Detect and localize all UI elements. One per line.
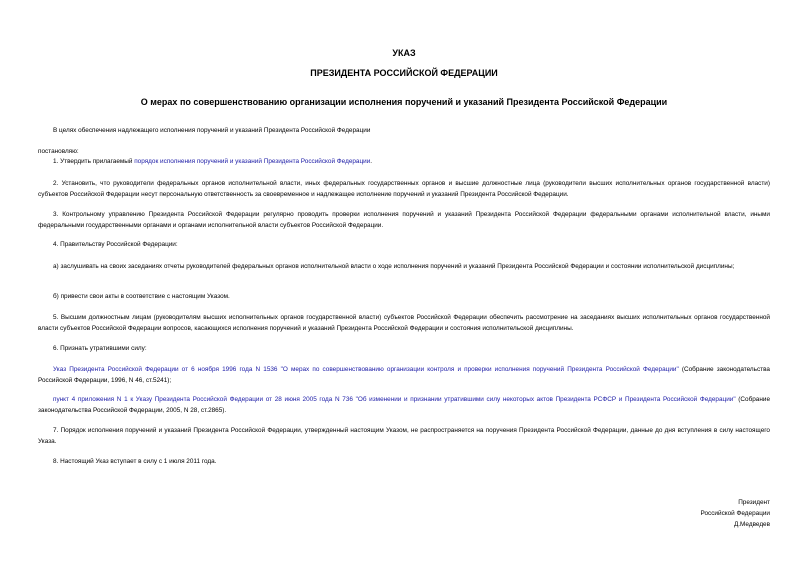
paragraph-3: 3. Контрольному управлению Президента Российской Федерации регулярно проводить проверки исполнения поручений и указаний Президента Российской Федерации федеральными органами исполнительной власти, иными федеральными государственными органами и органами исполнительной власти субъектов Российской Федерации. [38,211,770,229]
paragraph-6a [38,365,770,386]
decree-word: постановляю: [38,148,79,155]
decree-1536-link[interactable]: Указ Президента Российской Федерации от 6 ноября 1996 года N 1536 "О мерах по совершенствованию организации контроля и проверки исполнения поручений Президента Российской Федерации" [53,366,679,373]
document-page [38,0,770,571]
signature-country: Российской Федерации [700,510,770,517]
paragraph-6b-source: (Собрание законодательства Российской Федерации, 2005, N 28, ст.2865). [38,396,771,414]
document-type-heading: УКАЗ [392,48,416,58]
paragraph-6: 6. Признать утратившими силу: [53,345,147,352]
signature-title: Президент [738,499,770,506]
decree-736-link[interactable]: пункт 4 приложения N 1 к Указу Президента Российской Федерации от 28 июня 2005 года N 736 "Об изменении и признании утратившими силу некоторых актов Президента РСФСР и Президента Российской Федерации" [53,396,736,403]
signature-name: Д.Медведев [733,521,770,528]
procedure-link[interactable]: порядок исполнения поручений и указаний Президента Российской Федерации [134,158,371,165]
paragraph-4b: б) привести свои акты в соответствие с настоящим Указом. [53,293,230,300]
paragraph-6b [38,395,770,416]
paragraph-6a-source: (Собрание законодательства Российской Федерации, 1996, N 46, ст.5241); [38,366,770,384]
paragraph-8: 8. Настоящий Указ вступает в силу с 1 июля 2011 года. [53,458,217,465]
paragraph-4: 4. Правительству Российской Федерации: [53,241,178,248]
paragraph-4a: а) заслушивать на своих заседаниях отчеты руководителей федеральных органов исполнительной власти о ходе исполнения поручений и указаний Президента Российской Федерации и состоянии исполнительской дисциплины; [53,263,735,270]
intro-paragraph: В целях обеспечения надлежащего исполнения поручений и указаний Президента Российской Федерации [53,127,371,134]
paragraph-1-text: 1. Утвердить прилагаемый [53,158,135,165]
document-title: О мерах по совершенствованию организации исполнения поручений и указаний Президента Российской Федерации [140,97,668,107]
paragraph-7: 7. Порядок исполнения поручений и указаний Президента Российской Федерации, утвержденный настоящим Указом, не распространяется на поручения Президента Российской Федерации, данные до дня вступления в силу настоящего Указа. [38,427,770,445]
paragraph-1 [38,157,770,168]
paragraph-5: 5. Высшим должностным лицам (руководителям высших исполнительных органов государственной власти) субъектов Российской Федерации обеспечить рассмотрение на заседаниях высших исполнительных органов государственной власти субъектов Российской Федерации вопросов, касающихся исполнения поручений и указаний Президента Российской Федерации и состояния исполнительской дисциплины. [38,314,770,332]
paragraph-1-end: . [370,158,373,165]
paragraph-2: 2. Установить, что руководители федеральных органов исполнительной власти, иных федеральных государственных органов и высшие должностные лица (руководители высших исполнительных органов государственной власти) субъектов Российской Федерации несут персональную ответственность за своевременное и надлежащее исполнение поручений и указаний Президента Российской Федерации. [38,180,770,198]
issuer-heading: ПРЕЗИДЕНТА РОССИЙСКОЙ ФЕДЕРАЦИИ [310,68,498,78]
